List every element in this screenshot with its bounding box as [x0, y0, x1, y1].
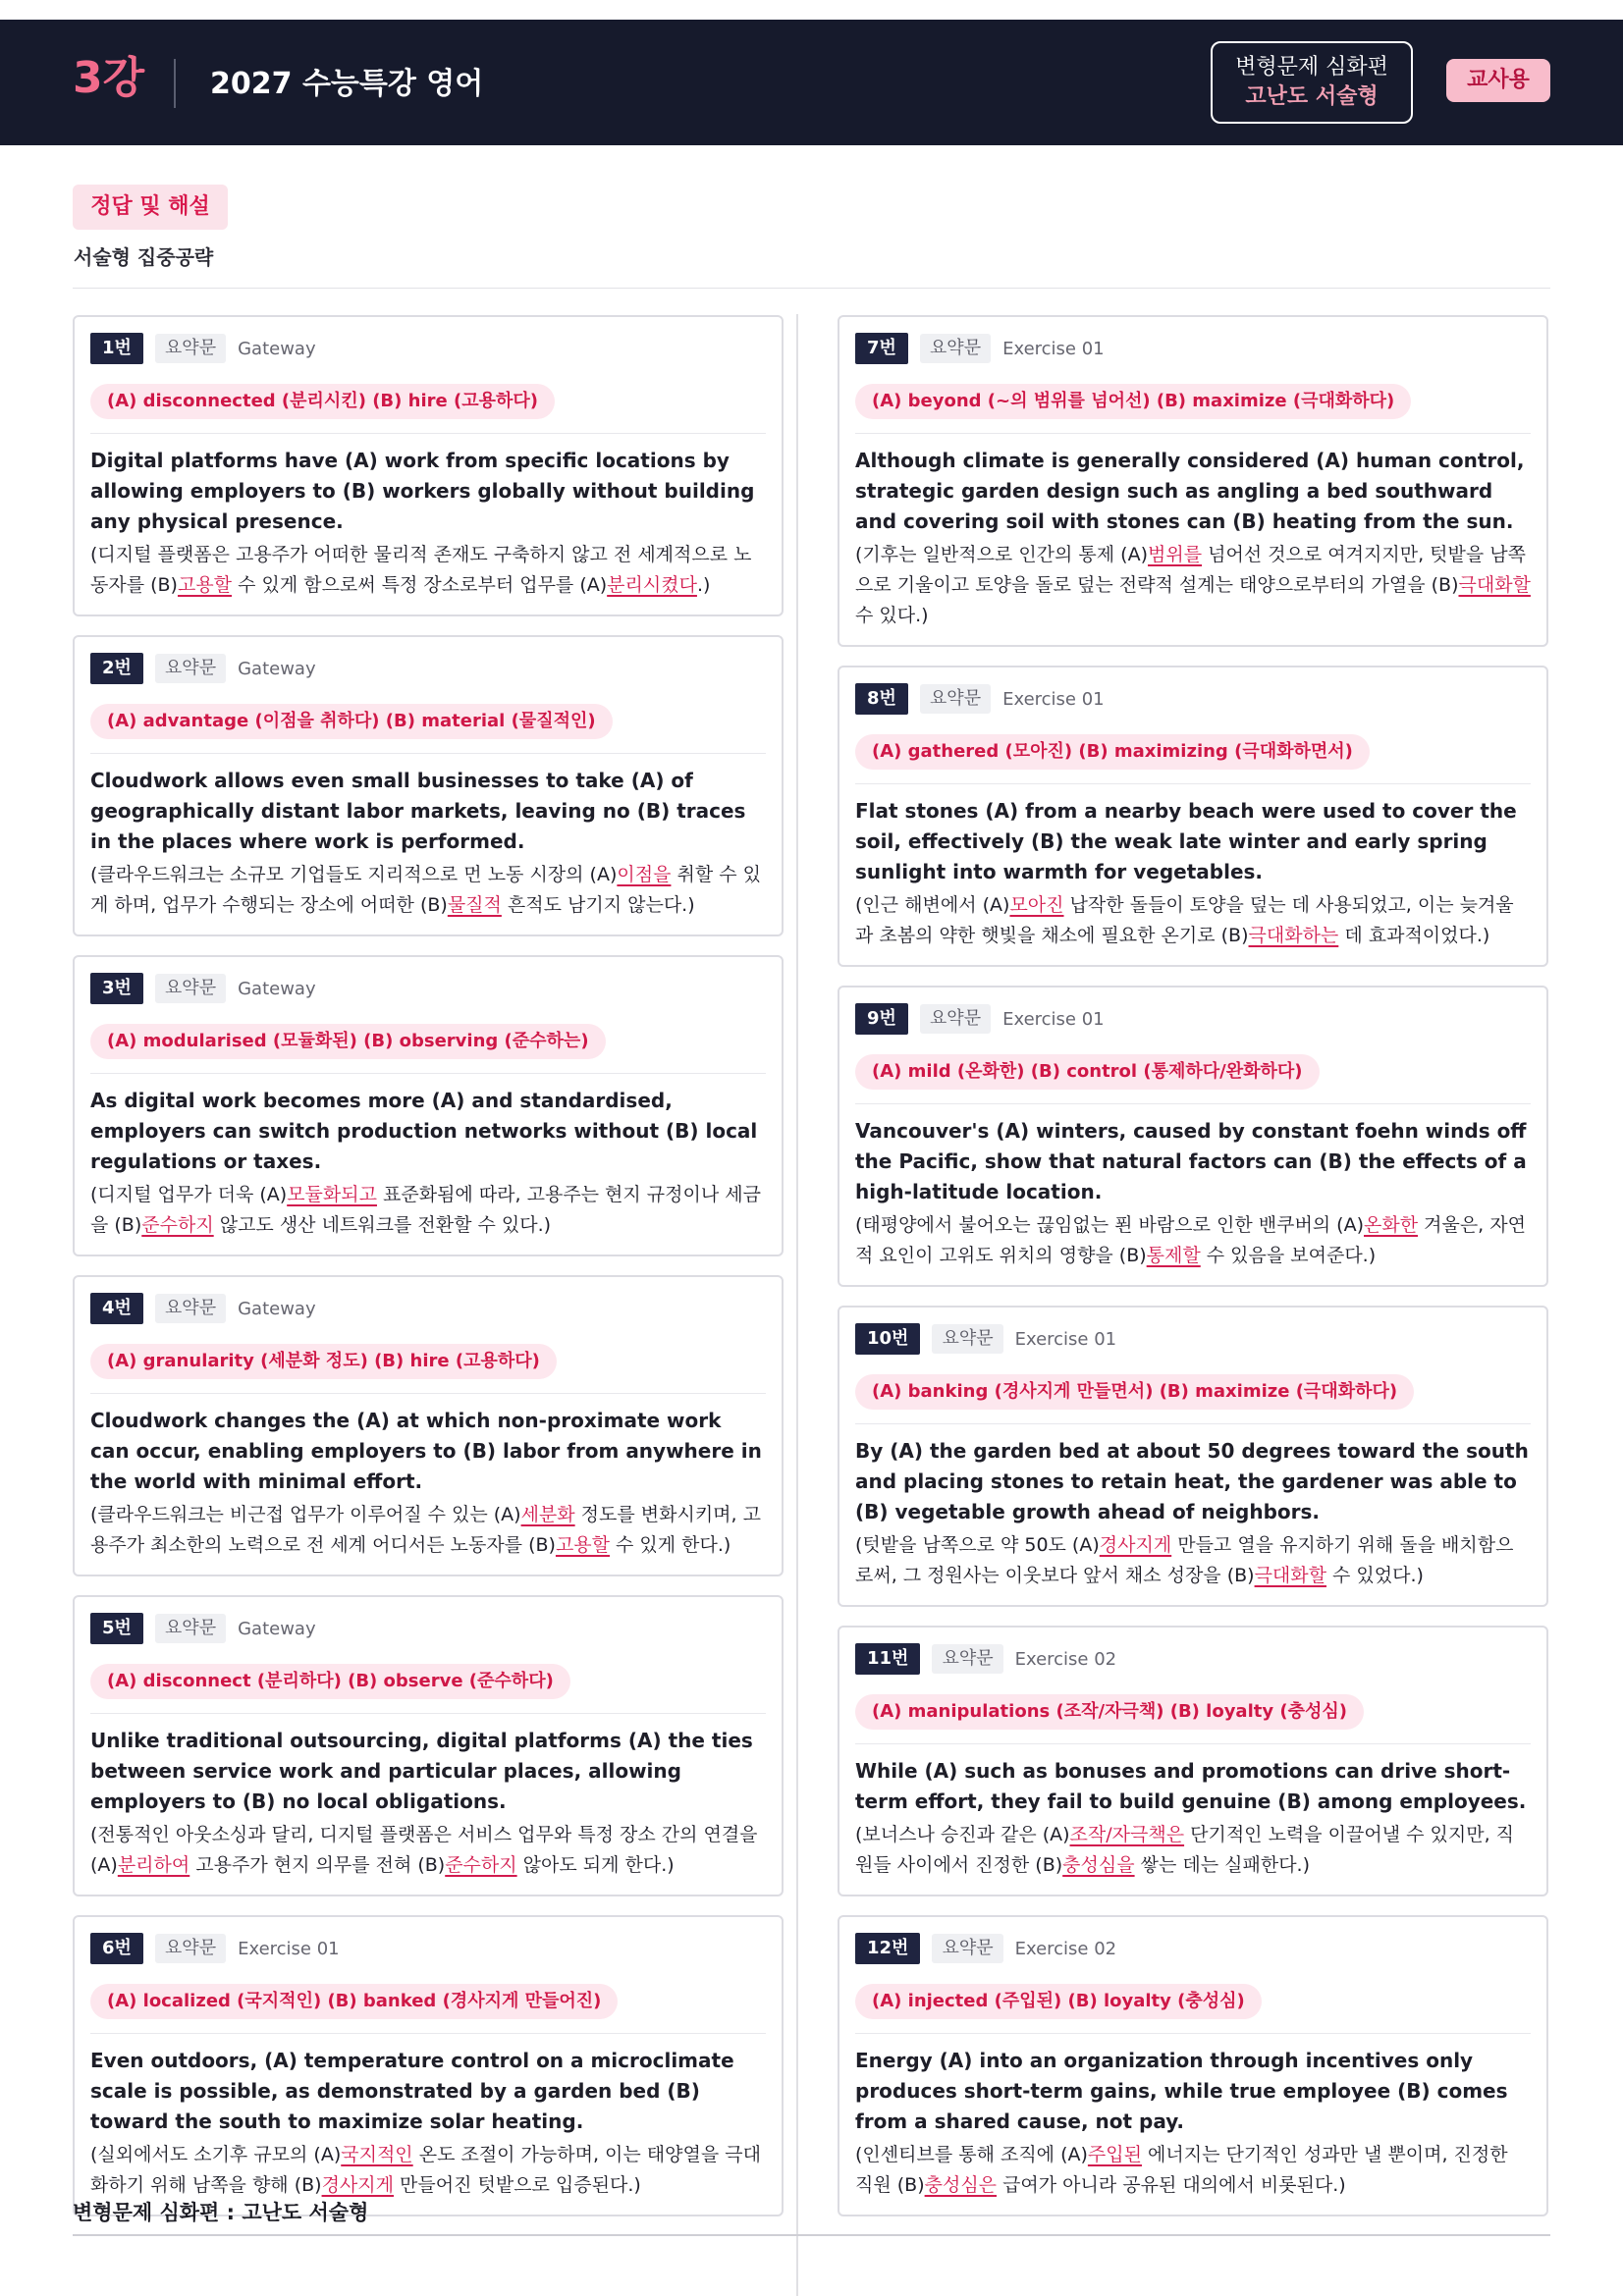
answer-pill: (A) disconnected (분리시킨) (B) hire (고용하다) — [90, 384, 555, 419]
question-number: 10번 — [855, 1323, 920, 1355]
source-tag: Exercise 02 — [1014, 1648, 1117, 1670]
translation-text: 정도를 변화시키며, 고용주가 최소한의 노력으로 전 세계 어디서든 노동자를 (B) — [90, 1504, 761, 1556]
card-header — [855, 1003, 1531, 1035]
summary-english: Vancouver's (A) winters, caused by constant foehn winds off the Pacific, show that natural factors can (B) the effects of a high-latitude location. — [855, 1119, 1527, 1203]
answer-highlight: 물질적 — [447, 894, 502, 916]
answer-highlight: 이점을 — [617, 864, 672, 885]
summary-korean — [90, 540, 766, 601]
translation-text: 만들고 열을 유지하기 위해 돌을 배치함으로써, 그 정원사는 이웃보다 앞서 채소 성장을 (B) — [855, 1534, 1514, 1586]
summary-english: Even outdoors, (A) temperature control on a microclimate scale is possible, as demonstrated by a garden bed (B) toward the south to maximize solar heating. — [90, 2049, 734, 2133]
answer-highlight: 분리하여 — [117, 1854, 190, 1876]
summary-english: Flat stones (A) from a nearby beach were used to cover the soil, effectively (B) the weak late winter and early spring sunlight into warmth for vegetables. — [855, 799, 1517, 883]
summary-korean — [855, 1210, 1531, 1271]
translation-text: 표준화됨에 따라, 고용주는 현지 규정이나 세금을 (B) — [90, 1184, 761, 1236]
card-divider — [90, 1713, 766, 1714]
source-tag: Exercise 01 — [1002, 338, 1105, 359]
answer-card — [838, 1915, 1548, 2216]
answer-highlight: 고용할 — [555, 1534, 610, 1556]
answer-pill: (A) advantage (이점을 취하다) (B) material (물질적인) — [90, 704, 613, 739]
translation-text: 온도 조절이 가능하며, 이는 태양열을 극대화하기 위해 남쪽을 향해 (B) — [90, 2144, 761, 2196]
top-divider — [73, 288, 1550, 289]
card-divider — [90, 1393, 766, 1394]
card-divider — [855, 1423, 1531, 1424]
type-tag: 요약문 — [155, 1934, 226, 1963]
translation-text: (디지털 플랫폼은 고용주가 어떠한 물리적 존재도 구축하지 않고 전 세계적으로 노동자를 (B) — [90, 544, 752, 596]
answer-highlight: 충성심은 — [924, 2174, 998, 2196]
translation-text: 수 있게 함으로써 특정 장소로부터 업무를 (A) — [232, 574, 608, 596]
section-subtitle: 서술형 집중공략 — [74, 245, 214, 269]
answer-highlight: 경사지게 — [1099, 1534, 1172, 1556]
translation-text: (클라우드워크는 비근접 업무가 이루어질 수 있는 (A) — [90, 1504, 521, 1525]
answer-card — [73, 1915, 784, 2216]
answer-card — [838, 1306, 1548, 1607]
card-divider — [90, 433, 766, 434]
translation-text: 쌓는 데는 실패한다.) — [1134, 1854, 1310, 1876]
translation-text: 에너지는 단기적인 성과만 낼 뿐이며, 진정한 직원 (B) — [855, 2144, 1508, 2196]
summary-korean — [855, 890, 1531, 951]
answer-card — [73, 1595, 784, 1896]
translation-text: 단기적인 노력을 이끌어낼 수 있지만, 직원들 사이에서 진정한 (B) — [855, 1824, 1515, 1876]
card-header — [90, 653, 766, 684]
card-divider — [855, 1743, 1531, 1744]
summary-english: Unlike traditional outsourcing, digital platforms (A) the ties between service work and particular places, allowing employers to (B) no local obligations. — [90, 1729, 753, 1813]
type-tag: 요약문 — [920, 684, 991, 714]
translation-text: (태평양에서 불어오는 끊임없는 푄 바람으로 인한 밴쿠버의 (A) — [855, 1214, 1365, 1236]
answer-highlight: 통제할 — [1146, 1245, 1201, 1266]
teacher-badge: 교사용 — [1446, 59, 1550, 102]
summary-english: Although climate is generally considered (A) human control, strategic garden design such as angling a bed southward and covering soil with stones can (B) heating from the sun. — [855, 449, 1525, 533]
question-number: 4번 — [90, 1293, 143, 1324]
answer-pill: (A) mild (온화한) (B) control (통제하다/완화하다) — [855, 1054, 1320, 1090]
edition-line-2: 고난도 서술형 — [1245, 84, 1379, 109]
card-divider — [90, 753, 766, 754]
answer-card — [73, 955, 784, 1256]
card-header — [90, 973, 766, 1004]
translation-text: 수 있었다.) — [1325, 1565, 1424, 1586]
summary-korean — [855, 1820, 1531, 1881]
translation-text: 않고도 생산 네트워크를 전환할 수 있다.) — [213, 1214, 552, 1236]
answer-highlight: 조작/자극책은 — [1069, 1824, 1185, 1845]
source-tag: Gateway — [238, 338, 316, 359]
summary-korean — [90, 1820, 766, 1881]
card-divider — [855, 433, 1531, 434]
column-divider — [796, 314, 798, 2296]
answer-pill: (A) disconnect (분리하다) (B) observe (준수하다) — [90, 1664, 570, 1699]
card-header — [90, 1613, 766, 1644]
summary-english: Energy (A) into an organization through incentives only produces short-term gains, while true employee (B) comes from a shared cause, not pay. — [855, 2049, 1508, 2133]
answer-pill: (A) banking (경사지게 만들면서) (B) maximize (극대화하다) — [855, 1374, 1414, 1410]
source-tag: Gateway — [238, 1298, 316, 1319]
answer-card — [73, 315, 784, 616]
question-number: 8번 — [855, 683, 908, 715]
answer-pill: (A) gathered (모아진) (B) maximizing (극대화하면서) — [855, 734, 1370, 770]
summary-english: As digital work becomes more (A) and standardised, employers can switch production networks without (B) local regulations or taxes. — [90, 1089, 758, 1173]
answer-card — [73, 635, 784, 936]
answer-highlight: 세분화 — [520, 1504, 575, 1525]
edition-box — [1211, 41, 1413, 124]
type-tag: 요약문 — [155, 654, 226, 683]
answer-pill: (A) modularised (모듈화된) (B) observing (준수하는) — [90, 1024, 606, 1059]
answer-card — [73, 1275, 784, 1576]
card-header — [855, 1643, 1531, 1675]
translation-text: 수 있음을 보여준다.) — [1200, 1245, 1377, 1266]
answer-pill: (A) granularity (세분화 정도) (B) hire (고용하다) — [90, 1344, 557, 1379]
translation-text: (클라우드워크는 소규모 기업들도 지리적으로 먼 노동 시장의 (A) — [90, 864, 618, 885]
summary-korean — [90, 1500, 766, 1561]
answer-highlight: 준수하지 — [141, 1214, 214, 1236]
summary-english: While (A) such as bonuses and promotions can drive short-term effort, they fail to build genuine (B) among employees. — [855, 1759, 1527, 1813]
summary-english: By (A) the garden bed at about 50 degrees toward the south and placing stones to retain heat, the gardener was able to (B) vegetable growth ahead of neighbors. — [855, 1439, 1529, 1523]
translation-text: 만들어진 텃밭으로 입증된다.) — [393, 2174, 641, 2196]
answer-highlight: 고용할 — [177, 574, 233, 596]
answer-highlight: 분리시켰다 — [607, 574, 697, 596]
translation-text: (전통적인 아웃소싱과 달리, 디지털 플랫폼은 서비스 업무와 특정 장소 간의 연결을 (A) — [90, 1824, 758, 1876]
card-divider — [855, 1103, 1531, 1104]
right-column — [838, 315, 1548, 2235]
translation-text: (인근 해변에서 (A) — [855, 894, 1010, 916]
left-column — [73, 315, 784, 2235]
source-tag: Exercise 02 — [1014, 1938, 1117, 1959]
answer-highlight: 범위를 — [1148, 544, 1203, 565]
answer-highlight: 경사지게 — [321, 2174, 394, 2196]
answer-highlight: 온화한 — [1364, 1214, 1419, 1236]
type-tag: 요약문 — [155, 1294, 226, 1323]
question-number: 3번 — [90, 973, 143, 1004]
translation-text: (인센티브를 통해 조직에 (A) — [855, 2144, 1088, 2165]
card-header — [90, 1293, 766, 1324]
source-tag: Gateway — [238, 658, 316, 679]
question-number: 5번 — [90, 1613, 143, 1644]
answer-highlight: 충성심을 — [1062, 1854, 1135, 1876]
translation-text: (기후는 일반적으로 인간의 통제 (A) — [855, 544, 1148, 565]
translation-text: 흔적도 남기지 않는다.) — [501, 894, 695, 916]
card-header — [90, 1933, 766, 1964]
translation-text: (텃밭을 남쪽으로 약 50도 (A) — [855, 1534, 1100, 1556]
summary-korean — [90, 2140, 766, 2201]
translation-text: 고용주가 현지 의무를 전혀 (B) — [189, 1854, 446, 1876]
answer-highlight: 준수하지 — [445, 1854, 517, 1876]
question-number: 6번 — [90, 1933, 143, 1964]
translation-text: 납작한 돌들이 토양을 덮는 데 사용되었고, 이는 늦겨울과 초봄의 약한 햇빛을 채소에 필요한 온기로 (B) — [855, 894, 1514, 946]
footer-text: 변형문제 심화편 : 고난도 서술형 — [73, 2201, 369, 2224]
translation-text: (보너스나 승진과 같은 (A) — [855, 1824, 1070, 1845]
answer-highlight: 극대화할 — [1254, 1565, 1326, 1586]
card-header — [855, 333, 1531, 364]
translation-text: 급여가 아니라 공유된 대의에서 비롯된다.) — [997, 2174, 1346, 2196]
chapter-label: 3강 — [73, 53, 145, 103]
card-divider — [855, 783, 1531, 784]
summary-korean — [855, 540, 1531, 631]
question-number: 12번 — [855, 1933, 920, 1964]
answer-highlight: 극대화하는 — [1248, 925, 1339, 946]
type-tag: 요약문 — [932, 1644, 1002, 1674]
answer-highlight: 극대화할 — [1458, 574, 1531, 596]
type-tag: 요약문 — [155, 974, 226, 1003]
question-number: 7번 — [855, 333, 908, 364]
translation-text: 데 효과적이었다.) — [1338, 925, 1490, 946]
answer-highlight: 주입된 — [1087, 2144, 1142, 2165]
section-badge: 정답 및 해설 — [73, 185, 228, 230]
header-divider — [174, 59, 176, 108]
translation-text: 수 있다.) — [855, 605, 929, 626]
question-number: 11번 — [855, 1643, 920, 1675]
document-title: 2027 수능특강 영어 — [210, 67, 484, 101]
translation-text: 취할 수 있게 하며, 업무가 수행되는 장소에 어떠한 (B) — [90, 864, 761, 916]
type-tag: 요약문 — [932, 1934, 1002, 1963]
card-header — [855, 683, 1531, 715]
translation-text: (실외에서도 소기후 규모의 (A) — [90, 2144, 342, 2165]
type-tag: 요약문 — [920, 334, 991, 363]
answer-pill: (A) injected (주입된) (B) loyalty (충성심) — [855, 1984, 1262, 2019]
summary-korean — [90, 1180, 766, 1241]
card-divider — [90, 1073, 766, 1074]
summary-english: Cloudwork changes the (A) at which non-proximate work can occur, enabling employers to (B) labor from anywhere in the world with minimal effort. — [90, 1409, 762, 1493]
edition-line-1: 변형문제 심화편 — [1235, 55, 1388, 80]
source-tag: Exercise 01 — [1002, 688, 1105, 710]
translation-text: (디지털 업무가 더욱 (A) — [90, 1184, 288, 1205]
card-header — [855, 1933, 1531, 1964]
translation-text: 겨울은, 자연적 요인이 고위도 위치의 영향을 (B) — [855, 1214, 1526, 1266]
footer-divider — [73, 2234, 1550, 2236]
source-tag: Gateway — [238, 978, 316, 999]
type-tag: 요약문 — [155, 334, 226, 363]
answer-card — [838, 1626, 1548, 1896]
translation-text: .) — [696, 574, 711, 596]
answer-card — [838, 666, 1548, 967]
source-tag: Gateway — [238, 1618, 316, 1639]
answer-pill: (A) beyond (~의 범위를 넘어선) (B) maximize (극대화하다) — [855, 384, 1411, 419]
card-header — [90, 333, 766, 364]
answer-pill: (A) localized (국지적인) (B) banked (경사지게 만들어진) — [90, 1984, 618, 2019]
type-tag: 요약문 — [155, 1614, 226, 1643]
translation-text: 않아도 되게 한다.) — [516, 1854, 675, 1876]
answer-card — [838, 315, 1548, 647]
type-tag: 요약문 — [932, 1324, 1002, 1354]
source-tag: Exercise 01 — [1002, 1008, 1105, 1030]
translation-text: 넘어선 것으로 여겨지지만, 텃밭을 남쪽으로 기울이고 토양을 돌로 덮는 전략적 설계는 태양으로부터의 가열을 (B) — [855, 544, 1526, 596]
summary-korean — [855, 2140, 1531, 2201]
card-divider — [855, 2033, 1531, 2034]
question-number: 1번 — [90, 333, 143, 364]
source-tag: Exercise 01 — [1014, 1328, 1117, 1350]
summary-english: Cloudwork allows even small businesses to take (A) of geographically distant labor markets, leaving no (B) traces in the places where work is performed. — [90, 769, 746, 853]
summary-korean — [855, 1530, 1531, 1591]
card-divider — [90, 2033, 766, 2034]
card-header — [855, 1323, 1531, 1355]
question-number: 2번 — [90, 653, 143, 684]
answer-highlight: 모듈화되고 — [287, 1184, 377, 1205]
answer-pill: (A) manipulations (조작/자극책) (B) loyalty (충성심) — [855, 1694, 1364, 1730]
answer-highlight: 모아진 — [1009, 894, 1064, 916]
question-number: 9번 — [855, 1003, 908, 1035]
summary-korean — [90, 860, 766, 921]
answer-highlight: 국지적인 — [341, 2144, 413, 2165]
page-header — [0, 20, 1623, 145]
answer-card — [838, 986, 1548, 1287]
type-tag: 요약문 — [920, 1004, 991, 1034]
summary-english: Digital platforms have (A) work from specific locations by allowing employers to (B) workers globally without building any physical presence. — [90, 449, 755, 533]
translation-text: 수 있게 한다.) — [610, 1534, 731, 1556]
source-tag: Exercise 01 — [238, 1938, 340, 1959]
